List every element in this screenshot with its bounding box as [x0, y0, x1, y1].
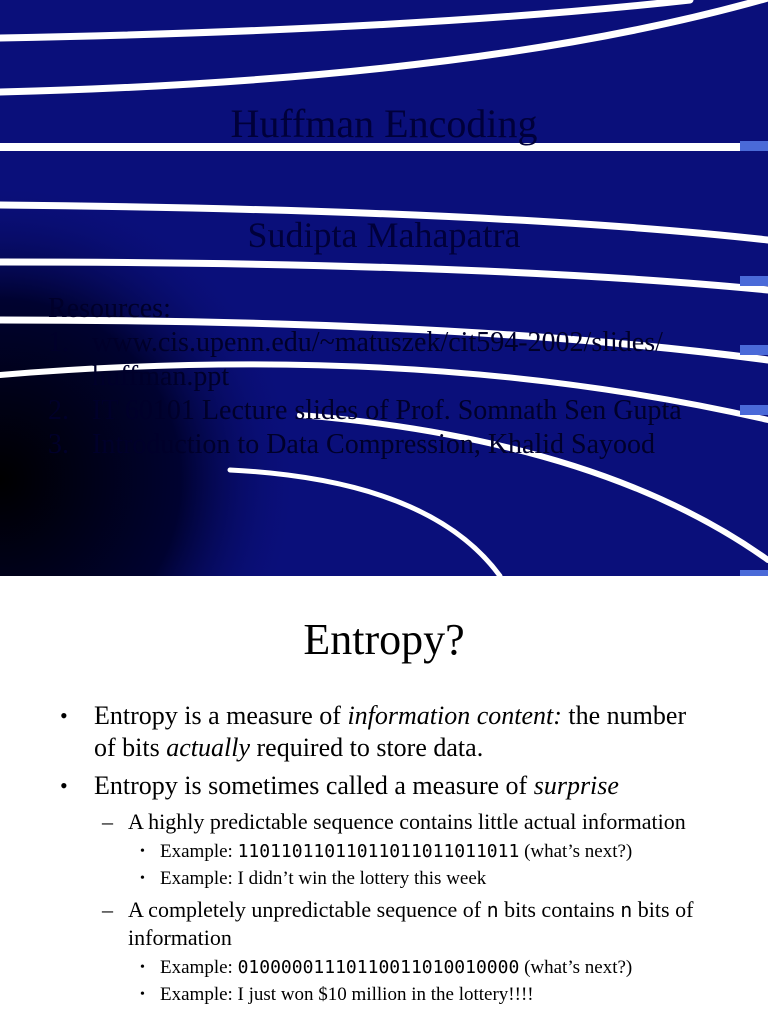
resource-item — [48, 326, 748, 394]
dash-icon: – — [102, 897, 113, 922]
bullet-item — [60, 700, 710, 764]
bullet-icon: • — [60, 773, 68, 798]
resources-label: Resources: — [48, 293, 171, 324]
example-item — [140, 865, 710, 892]
bullet-item — [60, 770, 710, 802]
sub-bullet-item — [102, 808, 710, 836]
slide1-title: Huffman Encoding — [230, 101, 538, 146]
bullet-icon: • — [60, 703, 68, 728]
sub-bullet-text: A completely unpredictable sequence of n bits contains n bits of information — [128, 897, 694, 950]
example-item — [140, 954, 710, 981]
example-text: Example: I just won $10 million in the lottery!!!! — [160, 984, 534, 1005]
bullet-icon: • — [140, 987, 145, 1002]
bullet-icon: • — [140, 960, 145, 975]
sub-bullet-text: A highly predictable sequence contains little actual information — [128, 809, 686, 834]
slide1-author: Sudipta Mahapatra — [247, 215, 521, 255]
resource-number: 2. — [48, 395, 69, 426]
bullet-icon: • — [140, 844, 145, 859]
resource-number: 1. — [48, 327, 69, 358]
resource-text: www.cis.upenn.edu/~matuszek/cit594-2002/slides/ huffman.ppt — [92, 327, 663, 392]
example-text: Example: 11011011011011011011011011 (what’s next?) — [160, 841, 633, 862]
slide2-title: Entropy? — [303, 615, 465, 664]
example-item — [140, 981, 710, 1008]
bullet-text: Entropy is a measure of information content: the number of bits actually required to store data. — [94, 701, 687, 762]
resource-number: 3. — [48, 429, 69, 460]
resource-text: IT 60101 Lecture slides of Prof. Somnath Sen Gupta — [92, 395, 682, 426]
example-item — [140, 838, 710, 865]
example-text: Example: I didn’t win the lottery this week — [160, 868, 487, 889]
resource-item — [48, 428, 748, 462]
resource-text: Introduction to Data Compression, Khalid Sayood — [92, 429, 656, 460]
resource-item — [48, 394, 748, 428]
sub-bullet-item — [102, 896, 710, 952]
bullet-icon: • — [140, 871, 145, 886]
slide2-body — [60, 700, 710, 1008]
bullet-text: Entropy is sometimes called a measure of surprise — [94, 771, 619, 800]
dash-icon: – — [102, 809, 113, 834]
resources-list — [48, 292, 748, 462]
example-text: Example: 01000001110110011010010000 (what’s next?) — [160, 957, 633, 978]
entropy-slide — [0, 576, 768, 1024]
